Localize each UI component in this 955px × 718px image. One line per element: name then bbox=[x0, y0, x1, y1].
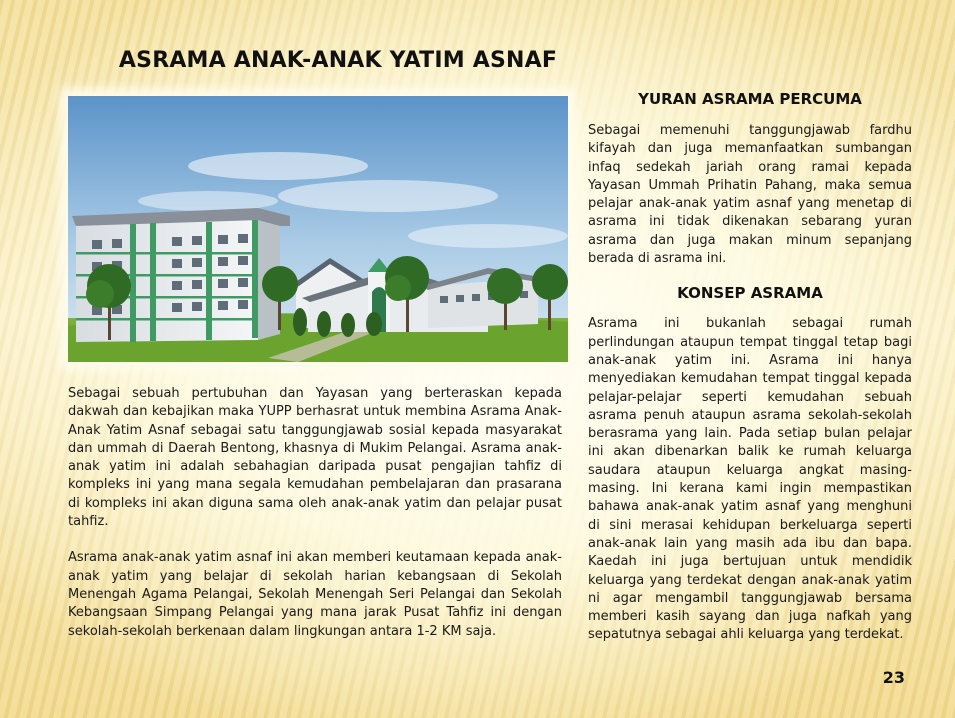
yuran-heading: YURAN ASRAMA PERCUMA bbox=[638, 90, 862, 108]
yuran-paragraph: Sebagai memenuhi tanggungjawab fardhu kifayah dan juga memanfaatkan sumbangan infaq sedekah jariah orang ramai kepada Yayasan Ummah Prihatin Pahang, maka semua pelajar anak-anak yatim asnaf yang menetap di asrama ini tidak dikenakan sebarang yuran asrama dan juga makan minum sepanjang berada di asrama ini. bbox=[588, 123, 912, 267]
priority-paragraph: Asrama anak-anak yatim asnaf ini akan memberi keutamaan kepada anak-anak yatim yang belajar di sekolah harian kebangsaan di Sekolah Menengah Agama Pelangai, Sekolah Menengah Seri Pelangai dan Sekolah Kebangsaan Simpang Pelangai yang mana jarak Pusat Tahfiz ini dengan sekolah-sekolah berkenaan dalam lingkungan antara 1-2 KM saja. bbox=[68, 550, 562, 639]
right-column bbox=[588, 90, 912, 645]
hostel-building-photo bbox=[68, 96, 568, 362]
page-title: ASRAMA ANAK-ANAK YATIM ASNAF bbox=[118, 48, 558, 73]
page-number: 23 bbox=[882, 668, 905, 687]
konsep-heading: KONSEP ASRAMA bbox=[677, 284, 823, 303]
konsep-paragraph: Asrama ini bukanlah sebagai rumah perlindungan ataupun tempat tinggal tetap bagi anak-anak yatim ini. Asrama ini hanya menyediakan kemudahan tempat tinggal kepada pelajar-pelajar seperti kemudahan sebuah asrama penuh ataupun asrama sekolah-sekolah berasrama yang lain. Pada setiap bulan pelajar ini akan dibenarkan balik ke rumah keluarga saudara ataupun keluarga angkat masing-masing. Ini kerana kami ingin mempastikan bahawa anak-anak yatim asnaf yang menghuni di sini merasai kehidupan berkeluarga seperti anak-anak lain yang masih ada ibu dan bapa. Kaedah ini juga bertujuan untuk mendidik keluarga yang terdekat dengan anak-anak yatim ni agar mengambil tanggungjawab bersama memberi kasih sayang dan juga nafkah yang sepatutnya sebagai ahli keluarga yang terdekat. bbox=[588, 316, 912, 643]
left-column bbox=[68, 385, 562, 641]
intro-paragraph: Sebagai sebuah pertubuhan dan Yayasan yang berteraskan kepada dakwah dan kebajikan maka YUPP berhasrat untuk membina Asrama Anak-Anak Yatim Asnaf sebagai satu tanggungjawab sosial kepada masyarakat dan ummah di Daerah Bentong, khasnya di Mukim Pelangai. Asrama anak-anak yatim ini adalah sebahagian daripada pusat pengajian tahfiz di kompleks ini yang mana segala kemudahan pembelajaran dan prasarana di kompleks ini akan diguna sama oleh anak-anak yatim dan pelajar pusat tahfiz. bbox=[68, 386, 562, 530]
